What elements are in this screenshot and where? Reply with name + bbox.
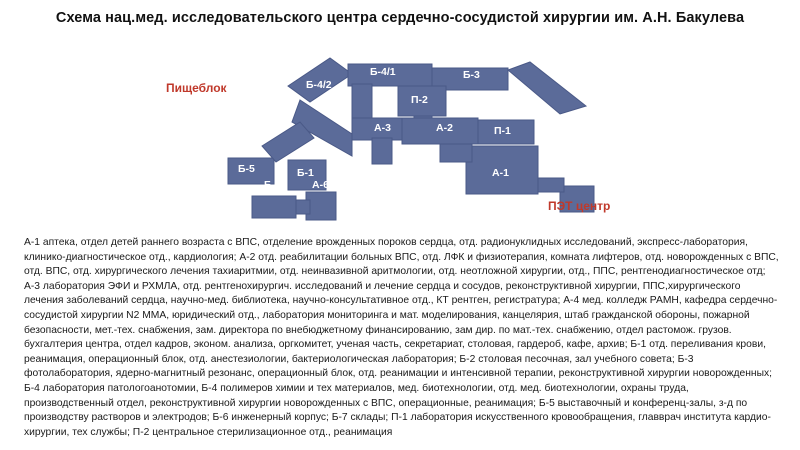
page-title: Схема нац.мед. исследовательского центра сердечно-сосудистой хирургии им. А.Н. Бакулева bbox=[55, 10, 745, 26]
map-label-b-5: Б-5 bbox=[238, 163, 255, 175]
map-label-p-2: П-2 bbox=[411, 94, 428, 106]
map-label-b-3: Б-3 bbox=[463, 69, 480, 81]
building-shape-b7 bbox=[252, 196, 296, 218]
building-shape-mid-connector bbox=[372, 138, 392, 164]
building-shape-right-wing bbox=[508, 62, 586, 114]
map-label-b-4-1: Б-4/1 bbox=[370, 66, 396, 78]
map-svg bbox=[0, 34, 800, 224]
map-label-a-6: А-6 bbox=[312, 179, 329, 191]
map-label-b-7: Б-7 bbox=[264, 179, 281, 191]
map-label-p-1: П-1 bbox=[494, 125, 511, 137]
map-label-pishebloc: Пищеблок bbox=[166, 81, 227, 95]
building-shape-b7-link bbox=[296, 200, 310, 214]
map-label-b-1: Б-1 bbox=[297, 167, 314, 179]
map-label-b-4-2: Б-4/2 bbox=[306, 79, 332, 91]
building-shape-pet-link bbox=[538, 178, 564, 192]
map-label-a-3: А-3 bbox=[374, 122, 391, 134]
map-label-a-2: А-2 bbox=[436, 122, 453, 134]
legend-text: А-1 аптека, отдел детей раннего возраста с ВПС, отделение врожденных пороков сердца, отд. радионуклидных исследований, экспресс-лаборатория, клинико-диагностическое отд., кардиология; А-2 отд. реабилитации больных ВПС, отд. ЛФК и физиотерапия, комната лифтеров, отд. новорожденных с ВПС, отд. ВПС, отд. хирургического лечения тахиаритмии, отд. неинвазивной аритмологии, отд. неотложной хирургии, отд., ППС, рентгенодиагностическое отд; А-3 лаборатория ЭФИ и РХМЛА, отд. рентгенохирургич. исследований и лечение сердца и сосудов, реконструктивной хирургии, ППС,хирургического лечения заболеваний сердца, научно-мед. библиотека, научно-консультативное отд., КТ рентген, регистратура; А-4 мед. колледж РАМН, кафедра сердечно-сосудистой хирургии N2 ММА, юридический отд., лаборатория мониторинга и мат. моделирования, канцелярия, штаб гражданской обороны, пожарной безопасности, мет.-тех. снабжения, зам. директора по внебюджетному финансированию, зам дир. по мат.-тех. снабжению, отдел растомож. грузов. бухгалтерия центра, отдел кадров, эконом. анализа, оргкомитет, ученая часть, секретариат, столовая, гардероб, кафе, архив; Б-1 отд. переливания крови, реанимация, операционный блок, отд. анестезиологии, бактериологическая лаборатория; Б-2 столовая песочная, зал учебного совета; Б-3 фотолаборатория, ядерно-магнитный резонанс, операционный блок, отд. реанимации и интенсивной терапии, реконструктивной хирургии новорожденных; Б-4 лаборатория патологоанотомии, Б-4 полимеров химии и тех материалов, мед. биотехнологии, отд. мед. биотехнологии, охраны труда, производственный отдел, реконструктивной хирургии новорожденных с ВПС, операционные, реанимация; Б-5 выставочный и конференц-залы, з-д по производству растворов и электродов; Б-6 инженерный корпус; Б-7 склады; П-1 лаборатория искусственного кровообращения, главврач института кардио-хирургии, тех службы; П-2 центральное стерилизационное отд., реанимация bbox=[24, 237, 779, 438]
map-label-pet-center: ПЭТ центр bbox=[548, 199, 611, 213]
map-label-a-1: А-1 bbox=[492, 167, 509, 179]
campus-map bbox=[0, 34, 800, 224]
building-shape-a1-link bbox=[440, 144, 472, 162]
